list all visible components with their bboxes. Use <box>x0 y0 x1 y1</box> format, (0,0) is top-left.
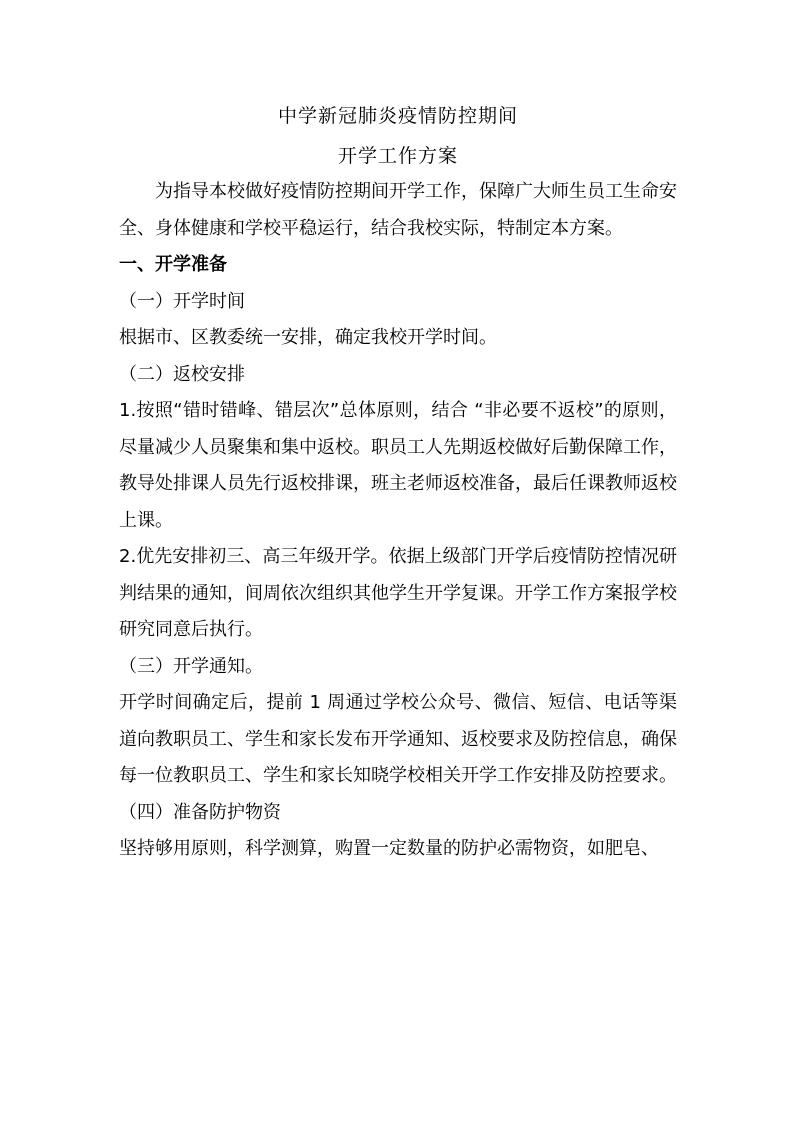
subsection2-heading: （二）返校安排 <box>119 363 245 385</box>
document-content <box>119 100 677 868</box>
subsection3-paragraph: 开学时间确定后，提前 1 周通过学校公众号、微信、短信、电话等渠道向教职员工、学生和家长发布开学通知、返校要求及防控信息，确保每一位教职员工、学生和家长知晓学校相关开学工作安排及防控要求。 <box>119 692 677 786</box>
subsection2-item1: 1.按照“错时错峰、错层次”总体原则，结合 “非必要不返校”的原则，尽量减少人员聚集和集中返校。职员工人先期返校做好后勤保障工作，教导处排课人员先行返校排课，班主老师返校准备，最后任课教师返校上课。 <box>119 400 677 531</box>
subsection1-paragraph: 根据市、区教委统一安排，确定我校开学时间。 <box>119 327 497 348</box>
subsection3-heading: （三）开学通知。 <box>119 655 263 677</box>
subsection4-paragraph: 坚持够用原则，科学测算，购置一定数量的防护必需物资，如肥皂、 <box>119 838 659 859</box>
subsection1-heading: （一）开学时间 <box>119 290 245 312</box>
document-title-line2: 开学工作方案 <box>337 145 458 167</box>
subsection4-heading: （四）准备防护物资 <box>119 801 281 823</box>
section1-heading: 一、开学准备 <box>119 254 227 275</box>
subsection2-item2: 2.优先安排初三、高三年级开学。依据上级部门开学后疫情防控情况研判结果的通知，间周依次组织其他学生开学复课。开学工作方案报学校研究同意后执行。 <box>119 546 677 640</box>
document-title-line1: 中学新冠肺炎疫情防控期间 <box>277 105 518 127</box>
intro-paragraph: 为指导本校做好疫情防控期间开学工作，保障广大师生员工生命安全、身体健康和学校平稳运行，结合我校实际，特制定本方案。 <box>119 181 677 239</box>
